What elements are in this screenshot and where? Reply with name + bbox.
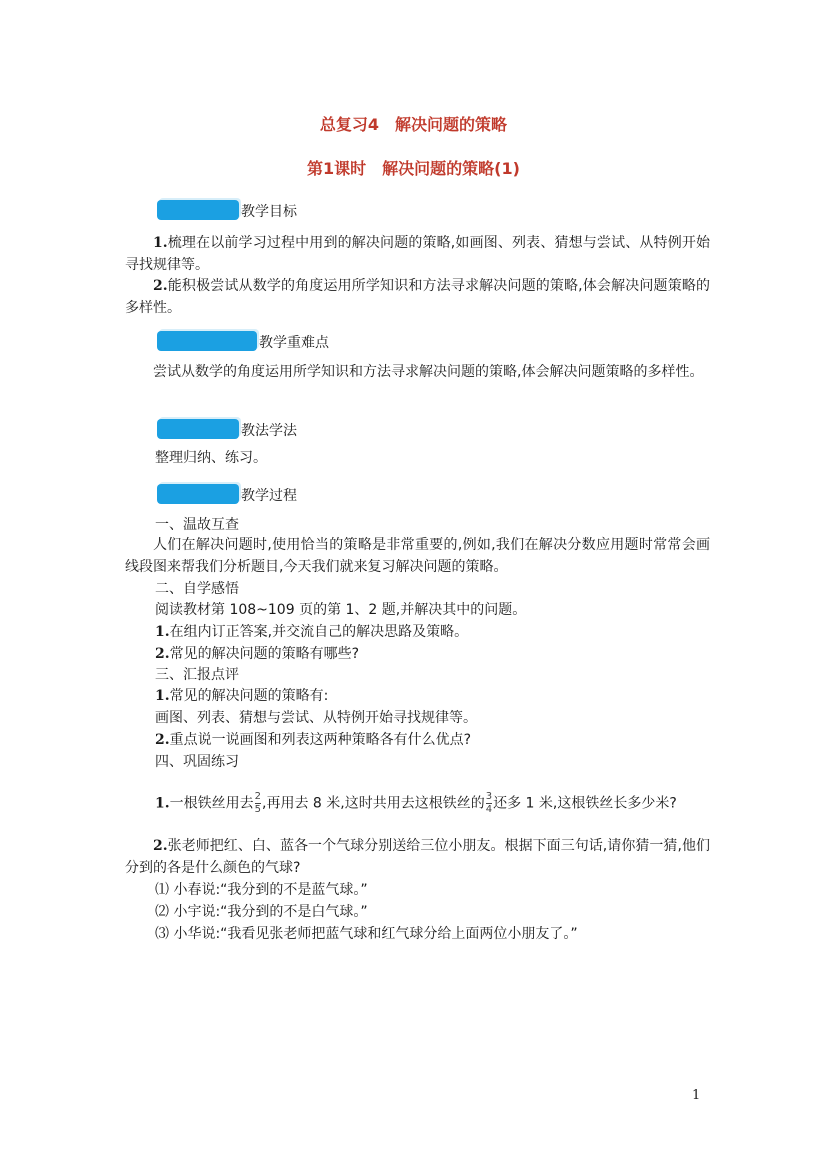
page-title: 总复习4 解决问题的策略	[319, 115, 508, 134]
part3-a1	[155, 686, 328, 706]
keypoints-text: 尝试从数学的角度运用所学知识和方法寻求解决问题的策略,体会解决问题策略的多样性。	[153, 364, 704, 380]
section-label: 教学目标	[241, 204, 297, 220]
section-badge	[157, 331, 257, 351]
item-text: 张老师把红、白、蓝各一个气球分别送给三位小朋友。根据下面三句话,请你猜一猜,他们分到的各是什么颜色的气球?	[125, 838, 710, 876]
ex1-text-c: 还多 1 米,这根铁丝长多少米?	[493, 795, 677, 812]
ex1-text-b: ,再用去 8 米,这时共用去这根铁丝的	[262, 795, 485, 812]
item-text: 梳理在以前学习过程中用到的解决问题的策略,如画图、列表、猜想与尝试、从特例开始寻找规律等。	[125, 235, 710, 273]
section-keypoints-header	[157, 325, 329, 351]
item-number: 1.	[155, 795, 170, 812]
item-text: 能积极尝试从数学的角度运用所学知识和方法寻求解决问题的策略,体会解决问题策略的多样性。	[125, 278, 710, 316]
part2-q1	[155, 622, 468, 642]
item-text: 在组内订正答案,并交流自己的解决思路及策略。	[169, 624, 469, 640]
lesson-subtitle: 第1课时 解决问题的策略(1)	[307, 159, 520, 178]
exercise-2	[125, 835, 710, 879]
page-number: 1	[692, 1088, 701, 1103]
item-number: 1.	[155, 688, 170, 704]
numerator: 2	[254, 791, 261, 802]
part2-read: 阅读教材第 108~109 页的第 1、2 题,并解决其中的问题。	[155, 602, 527, 618]
ex1-text-a: 一根铁丝用去	[169, 795, 254, 812]
section-badge	[157, 484, 239, 504]
part3-a1-detail: 画图、列表、猜想与尝试、从特例开始寻找规律等。	[155, 710, 477, 726]
section-methods-header	[157, 413, 297, 439]
statement-1: ⑴ 小春说:“我分到的不是蓝气球。”	[155, 882, 368, 898]
section-label: 教学过程	[241, 488, 297, 504]
item-number: 2.	[153, 278, 168, 294]
statement-3: ⑶ 小华说:“我看见张老师把蓝气球和红气球分给上面两位小朋友了。”	[155, 926, 578, 942]
section-badge	[157, 419, 239, 439]
fraction-two-fifths	[255, 792, 261, 815]
section-goals-header	[157, 194, 297, 220]
part4-heading: 四、巩固练习	[155, 754, 239, 770]
item-text: 常见的解决问题的策略有哪些?	[169, 646, 360, 662]
section-label: 教学重难点	[259, 335, 329, 351]
section-process-header	[157, 478, 297, 504]
statement-2: ⑵ 小宇说:“我分到的不是白气球。”	[155, 904, 368, 920]
part2-q2	[155, 644, 359, 664]
goal-item-1	[125, 232, 710, 276]
item-number: 1.	[155, 624, 170, 640]
part2-heading: 二、自学感悟	[155, 581, 239, 597]
section-badge	[157, 200, 239, 220]
item-text: 重点说一说画图和列表这两种策略各有什么优点?	[169, 732, 472, 748]
part3-heading: 三、汇报点评	[155, 667, 239, 683]
item-text: 常见的解决问题的策略有:	[169, 688, 329, 704]
numerator: 3	[485, 791, 493, 802]
exercise-1	[155, 792, 677, 815]
section-label: 教法学法	[241, 423, 297, 439]
item-number: 1.	[153, 235, 168, 251]
methods-text: 整理归纳、练习。	[155, 450, 267, 466]
fraction-three-quarters	[486, 792, 492, 815]
part1-heading: 一、温故互查	[155, 517, 239, 533]
part1-text: 人们在解决问题时,使用恰当的策略是非常重要的,例如,我们在解决分数应用题时常常会画线段图来帮我们分析题目,今天我们就来复习解决问题的策略。	[125, 537, 710, 575]
denominator: 4	[485, 804, 493, 815]
denominator: 5	[254, 804, 261, 815]
goal-item-2	[125, 275, 710, 319]
item-number: 2.	[153, 838, 168, 854]
item-number: 2.	[155, 732, 170, 748]
part3-a2	[155, 730, 471, 750]
item-number: 2.	[155, 646, 170, 662]
